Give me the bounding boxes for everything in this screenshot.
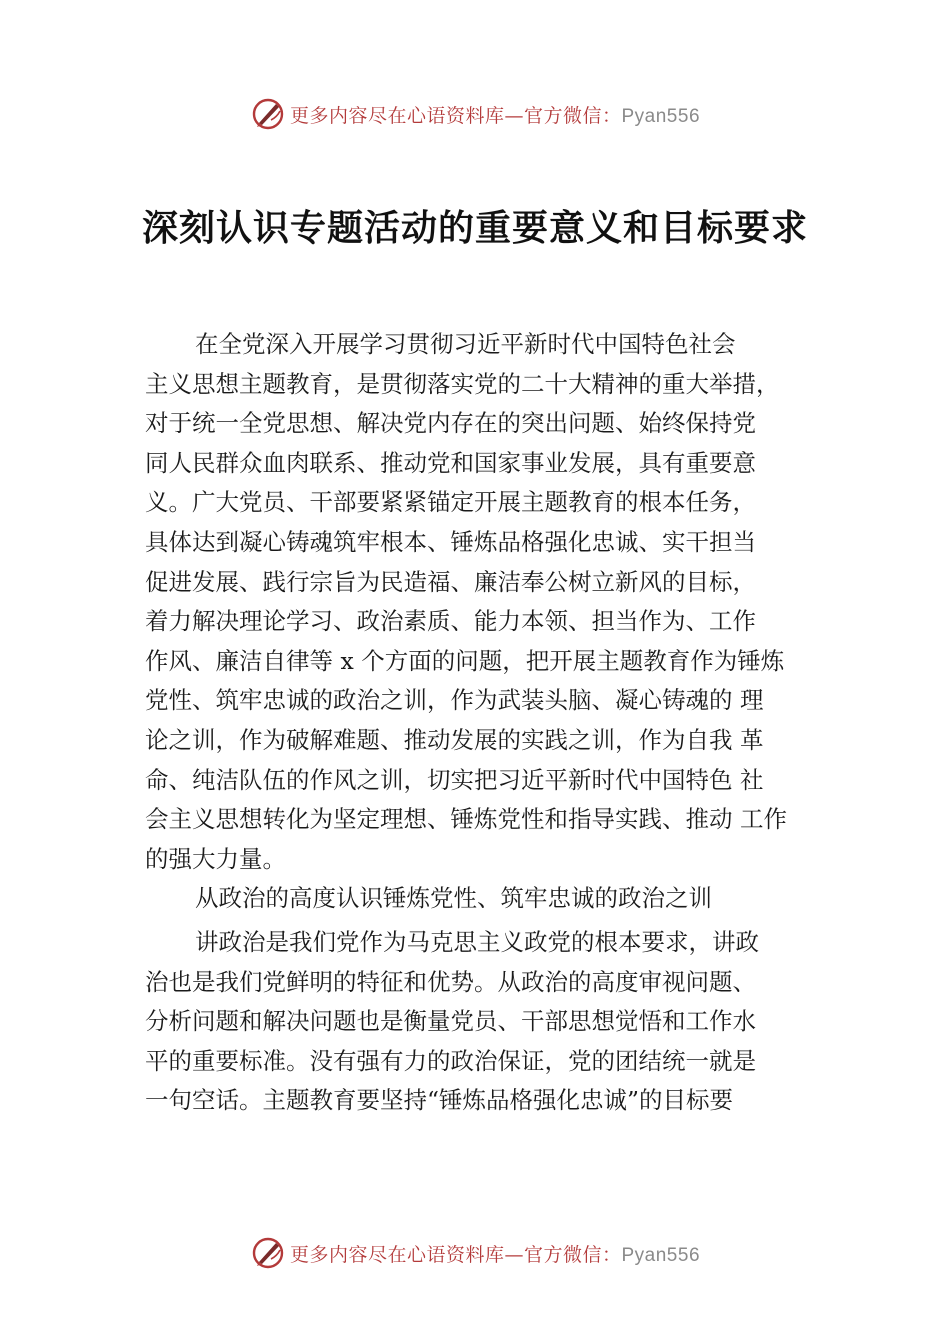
header-watermark (0, 94, 950, 134)
paragraph-1 (145, 325, 835, 879)
text-line: 作风、廉洁自律等 x 个方面的问题，把开展主题教育作为锤炼 (145, 646, 785, 675)
section-heading: 从政治的高度认识锤炼党性、筑牢忠诚的政治之训 (195, 884, 712, 913)
text-line: 党性、筑牢忠诚的政治之训，作为武装头脑、凝心铸魂的 理 (145, 686, 764, 715)
document-body (145, 325, 835, 1121)
watermark-wechat-id: Pyan556 (621, 105, 701, 127)
pen-logo-icon (250, 1235, 286, 1271)
watermark-wechat-id: Pyan556 (621, 1244, 701, 1266)
pen-logo-icon (250, 96, 286, 132)
text-line: 平的重要标准。没有强有力的政治保证，党的团结统一就是 (145, 1046, 756, 1075)
watermark-text: 更多内容尽在心语资料库—官方微信： (289, 1243, 622, 1266)
paragraph-2 (145, 923, 835, 1121)
text-line: 治也是我们党鲜明的特征和优势。从政治的高度审视问题、 (145, 967, 756, 996)
text-line: 具体达到凝心铸魂筑牢根本、锤炼品格强化忠诚、实干担当 (145, 527, 756, 556)
text-line: 同人民群众血肉联系、推动党和国家事业发展，具有重要意 (145, 448, 756, 477)
footer-watermark (0, 1233, 950, 1273)
text-line: 命、纯洁队伍的作风之训，切实把习近平新时代中国特色 社 (145, 765, 764, 794)
watermark-text: 更多内容尽在心语资料库—官方微信： (289, 104, 622, 127)
text-line: 对于统一全党思想、解决党内存在的突出问题、始终保持党 (145, 409, 756, 438)
text-line: 主义思想主题教育，是贯彻落实党的二十大精神的重大举措， (145, 369, 780, 398)
text-line: 会主义思想转化为坚定理想、锤炼党性和指导实践、推动 工作 (145, 805, 787, 834)
text-line: 论之训，作为破解难题、推动发展的实践之训，作为自我 革 (145, 725, 764, 754)
text-line: 讲政治是我们党作为马克思主义政党的根本要求，讲政 (195, 927, 759, 956)
text-line: 着力解决理论学习、政治素质、能力本领、担当作为、工作 (145, 607, 756, 636)
text-line: 的强大力量。 (145, 844, 286, 873)
text-line: 义。广大党员、干部要紧紧锚定开展主题教育的根本任务， (145, 488, 756, 517)
text-line: 促进发展、践行宗旨为民造福、廉洁奉公树立新风的目标， (145, 567, 756, 596)
text-line: 一句空话。主题教育要坚持“锤炼品格强化忠诚”的目标要 (145, 1086, 734, 1115)
text-line: 分析问题和解决问题也是衡量党员、干部思想觉悟和工作水 (145, 1007, 756, 1036)
document-title: 深刻认识专题活动的重要意义和目标要求 (141, 207, 808, 249)
text-line: 在全党深入开展学习贯彻习近平新时代中国特色社会 (195, 330, 736, 358)
